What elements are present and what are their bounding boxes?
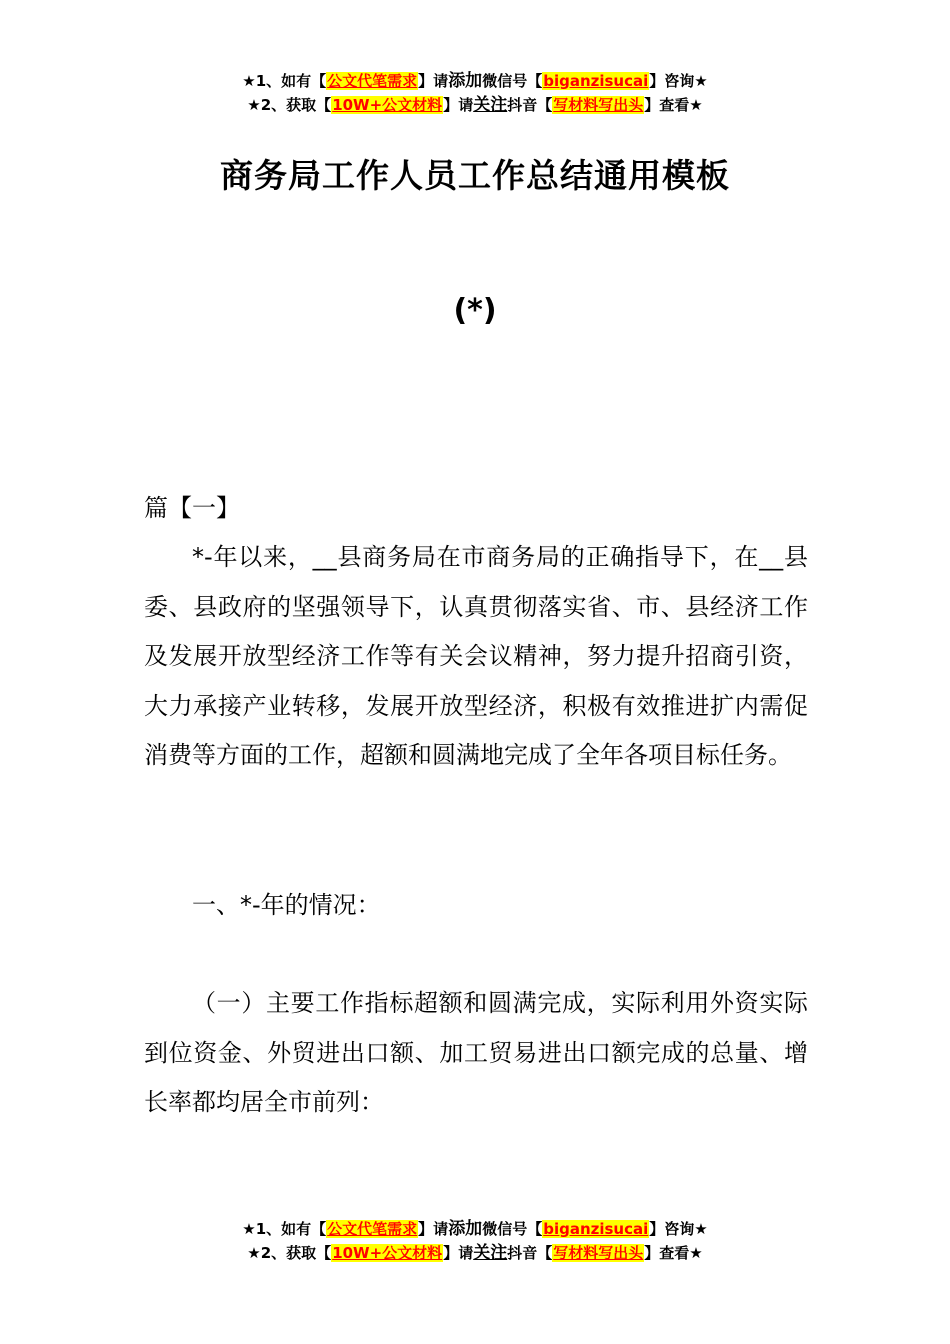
promo-text: ★1、如有【 [242,1220,327,1238]
promo-emphasis: 添加 [448,71,483,91]
promo-highlight: biganzisucai [543,72,649,90]
document-subtitle: (*) [453,293,497,328]
promo-emphasis: 关注 [473,1243,508,1263]
promo-text: 抖音【 [507,96,553,114]
promo-highlight: 公文代笔需求 [327,72,418,90]
promo-highlight: 写材料写出头 [553,1244,644,1262]
body-paragraph: （一）主要工作指标超额和圆满完成，实际利用外资实际到位资金、外贸进出口额、加工贸易进出口额完成的总量、增长率都均居全市前列： [144,989,808,1116]
document-title: 商务局工作人员工作总结通用模板 [220,156,730,195]
promo-text: 】咨询★ [649,72,708,90]
promo-line-2 [0,1241,950,1265]
body-paragraph: *-年以来，__县商务局在市商务局的正确指导下，在__县委、县政府的坚强领导下，认真贯彻落实省、市、县经济工作及发展开放型经济工作等有关会议精神，努力提升招商引资，大力承接产业转移，发展开放型经济，积极有效推进扩内需促消费等方面的工作，超额和圆满地完成了全年各项目标任务。 [144,543,808,769]
promo-text: 】请 [418,1220,449,1238]
promo-emphasis: 添加 [448,1219,483,1239]
promo-text: ★2、获取【 [247,96,332,114]
promo-line-1 [0,1217,950,1241]
promo-text: 抖音【 [507,1244,553,1262]
promo-text: 】请 [418,72,449,90]
promo-footer [0,1217,950,1265]
promo-highlight: 公文代笔需求 [327,1220,418,1238]
promo-highlight: 写材料写出头 [553,96,644,114]
section-heading: 一、*-年的情况： [192,891,381,919]
promo-header [0,69,950,117]
promo-text: 】咨询★ [649,1220,708,1238]
promo-highlight: 10W+公文材料 [332,96,443,114]
promo-line-2 [0,93,950,117]
promo-text: 】请 [443,1244,474,1262]
promo-emphasis: 关注 [473,95,508,115]
section-label: 篇【一】 [144,494,240,522]
promo-text: 微信号【 [482,72,543,90]
promo-text: 】请 [443,96,474,114]
promo-text: 】查看★ [644,1244,703,1262]
promo-text: 】查看★ [644,96,703,114]
promo-text: ★1、如有【 [242,72,327,90]
promo-highlight: 10W+公文材料 [332,1244,443,1262]
promo-text: 微信号【 [482,1220,543,1238]
promo-line-1 [0,69,950,93]
promo-text: ★2、获取【 [247,1244,332,1262]
promo-highlight: biganzisucai [543,1220,649,1238]
